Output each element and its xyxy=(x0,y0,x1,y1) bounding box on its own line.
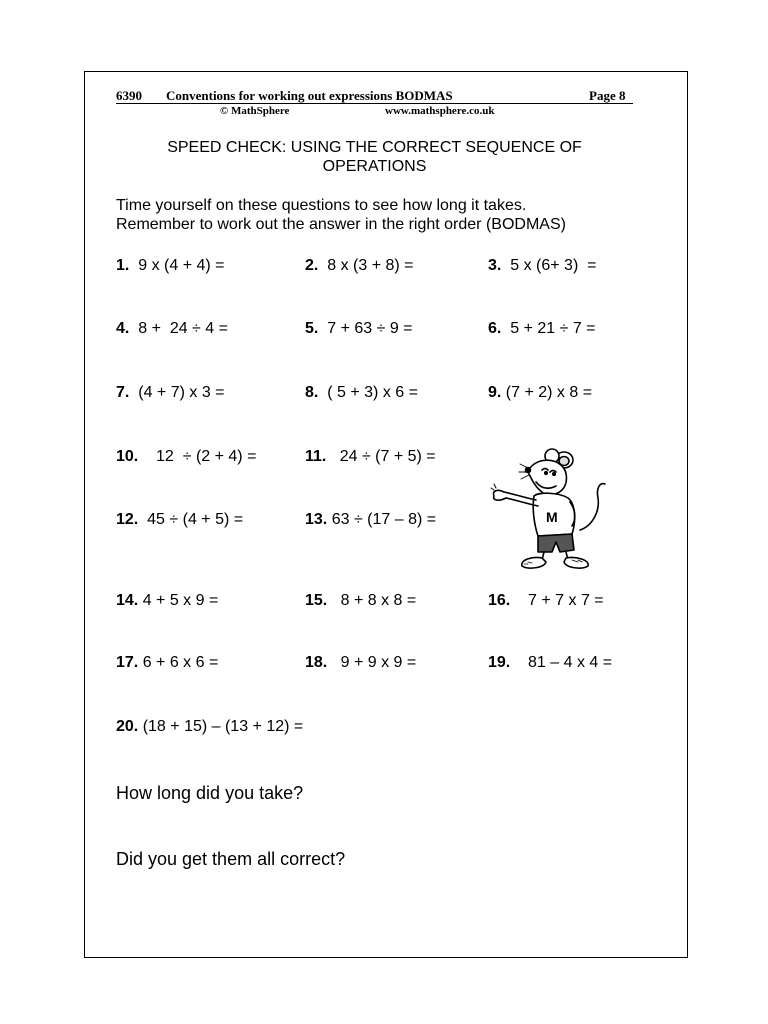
question-14 xyxy=(116,592,218,610)
section-heading-line-1: SPEED CHECK: USING THE CORRECT SEQUENCE OF xyxy=(167,139,582,156)
question-5 xyxy=(305,320,413,338)
copyright-notice: © MathSphere xyxy=(220,105,290,117)
question-expression: 81 – 4 x 4 = xyxy=(528,654,613,671)
question-number: 9. xyxy=(488,384,502,401)
question-expression: (18 + 15) – (13 + 12) = xyxy=(142,718,304,735)
header-underline xyxy=(116,103,633,104)
question-12 xyxy=(116,511,243,529)
question-expression: 6 + 6 x 6 = xyxy=(142,654,219,671)
all-correct-prompt: Did you get them all correct? xyxy=(116,849,346,869)
question-number: 13. xyxy=(305,511,328,528)
question-9 xyxy=(488,384,592,402)
question-18 xyxy=(305,654,416,672)
question-number: 2. xyxy=(305,257,319,274)
time-taken-prompt: How long did you take? xyxy=(116,783,304,803)
question-number: 3. xyxy=(488,257,502,274)
question-expression: 8 x (3 + 8) = xyxy=(327,257,414,274)
question-11 xyxy=(305,448,436,466)
question-expression: 4 + 5 x 9 = xyxy=(142,592,219,609)
question-expression: (7 + 2) x 8 = xyxy=(505,384,593,401)
question-number: 15. xyxy=(305,592,328,609)
question-15 xyxy=(305,592,416,610)
question-20 xyxy=(116,718,303,736)
question-number: 14. xyxy=(116,592,139,609)
question-10 xyxy=(116,448,256,466)
question-number: 11. xyxy=(305,448,327,465)
question-expression: 5 + 21 ÷ 7 = xyxy=(510,320,596,337)
question-8 xyxy=(305,384,418,402)
question-7 xyxy=(116,384,225,402)
question-expression: 45 ÷ (4 + 5) = xyxy=(147,511,244,528)
mascot-shirt-letter: M xyxy=(546,509,558,525)
question-number: 17. xyxy=(116,654,139,671)
question-expression: 9 + 9 x 9 = xyxy=(340,654,417,671)
worksheet-code: 6390 xyxy=(116,88,142,103)
instruction-line-2: Remember to work out the answer in the right order (BODMAS) xyxy=(116,216,566,233)
question-expression: 8 + 8 x 8 = xyxy=(340,592,417,609)
question-3 xyxy=(488,257,597,275)
question-number: 5. xyxy=(305,320,319,337)
question-4 xyxy=(116,320,228,338)
question-number: 19. xyxy=(488,654,511,671)
question-expression: 5 x (6+ 3) = xyxy=(510,257,597,274)
question-number: 1. xyxy=(116,257,130,274)
instruction-line-1: Time yourself on these questions to see how long it takes. xyxy=(116,197,527,214)
page-number: Page 8 xyxy=(589,88,626,103)
question-1 xyxy=(116,257,225,275)
question-expression: 9 x (4 + 4) = xyxy=(138,257,225,274)
website-url: www.mathsphere.co.uk xyxy=(385,105,495,117)
question-number: 6. xyxy=(488,320,502,337)
question-number: 4. xyxy=(116,320,130,337)
section-heading-line-2: OPERATIONS xyxy=(322,158,427,175)
question-number: 10. xyxy=(116,448,139,465)
question-number: 8. xyxy=(305,384,319,401)
mouse-mascot-illustration xyxy=(488,446,610,572)
question-expression: 7 + 63 ÷ 9 = xyxy=(327,320,413,337)
question-expression: (4 + 7) x 3 = xyxy=(138,384,225,401)
question-17 xyxy=(116,654,218,672)
question-expression: 12 ÷ (2 + 4) = xyxy=(156,448,257,465)
question-13 xyxy=(305,511,436,529)
worksheet-title: Conventions for working out expressions BODMAS xyxy=(166,88,453,103)
question-6 xyxy=(488,320,596,338)
question-19 xyxy=(488,654,612,672)
question-expression: 8 + 24 ÷ 4 = xyxy=(138,320,228,337)
section-heading xyxy=(116,138,633,176)
question-16 xyxy=(488,592,604,610)
question-number: 18. xyxy=(305,654,328,671)
question-expression: ( 5 + 3) x 6 = xyxy=(327,384,418,401)
question-number: 20. xyxy=(116,718,139,735)
question-number: 7. xyxy=(116,384,130,401)
question-2 xyxy=(305,257,414,275)
question-expression: 24 ÷ (7 + 5) = xyxy=(339,448,436,465)
question-number: 12. xyxy=(116,511,139,528)
question-expression: 7 + 7 x 7 = xyxy=(528,592,604,609)
question-expression: 63 ÷ (17 – 8) = xyxy=(331,511,437,528)
question-number: 16. xyxy=(488,592,511,609)
